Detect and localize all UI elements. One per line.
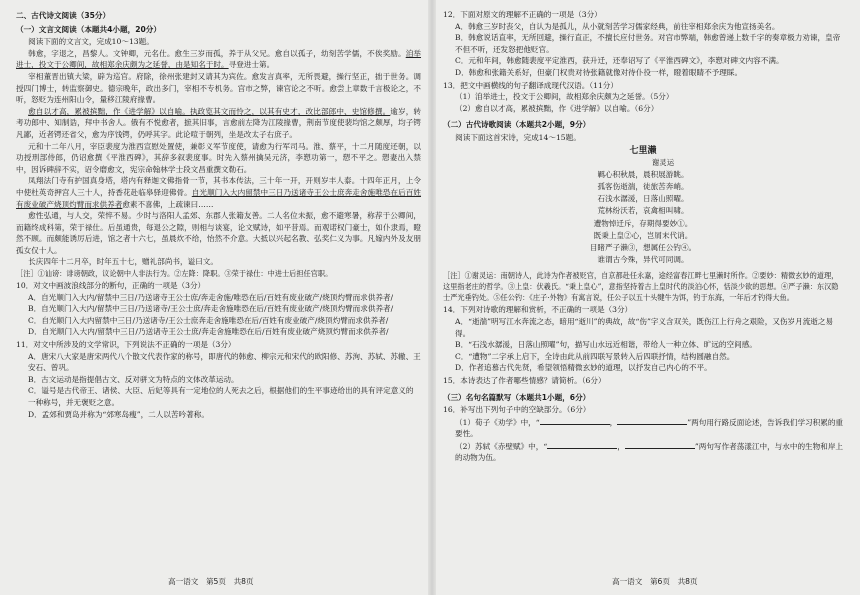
answer-blank[interactable] — [625, 440, 695, 449]
page-fold — [428, 0, 436, 595]
question-12: 12．下面对原文的理解不正确的一项是（3分） — [443, 10, 602, 19]
question-13: 13．把文中画横线的句子翻译成现代汉语。（11分） — [443, 80, 618, 90]
passage-paragraph: 凤翔法门寺有护国真身塔，塔内有释迦文佛指骨一节，其书本传法，三十年一开，开则岁丰人泰。十四年正月，上令中使杜英奇押宫人三十人，持香花赴临皋驿迎佛骨。自光顺门入大内留禁中三日乃送诸寺王公士庶奔走舍施唯恐在后百姓有废业破产烧顶灼臂而求供养者愈素不喜佛，上疏谏曰…… — [16, 176, 422, 209]
option: A．“逝湍”明写江水奔流之态，暗用“逝川”的典故，故“伤”字义含双关，既伤江上行舟之艰险，又伤岁月流逝之易得。 — [455, 316, 834, 338]
instruction: 阅读下面的文言文，完成10～13题。 — [28, 37, 154, 47]
poem-title: 七里濑 — [629, 145, 657, 156]
question-14: 14．下列对诗歌的理解和赏析，不正确的一项是（3分） — [443, 305, 633, 315]
option: A．韩愈三岁时丧父，自认为是孤儿，从小就刻苦学习儒家经典，前往宰相郑余庆为他宣扬美名。 — [455, 21, 780, 31]
left-page — [16, 8, 421, 420]
passage-paragraph: 韩愈，字退之，昌黎人。文钟卿，元名仕。愈生三岁而孤，养于从父兄。愈自以孤子，幼刻苦学儒，不俟奖励。洎举进士，投文于公卿间，故相郑余庆颇为之延誉，由是知名于时。寻登进士第。 — [16, 48, 422, 70]
passage-paragraph: 元和十二年八月，宰臣裴度为淮西宣慰处置使，兼彰义军节度使，请愈为行军司马。淮、蔡平，十二月随度还朝，以功授刑部侍郎，仍诏愈撰《平淮西碑》，其辞多叙裴度事。时先入蔡州擒吴元济，李愬功第一，愬不平之。愬妻出入禁中，因诉碑辞不实，诏令磨愈文，宪宗命翰林学士段文昌重撰文勒石。 — [16, 141, 421, 174]
answer-blank[interactable] — [617, 416, 687, 425]
poem — [443, 146, 843, 267]
fill-in-blank: （1）荀子《劝学》中，“ ， ”两句用行路反面论述，告诉我们学习积累的重要性。 — [455, 417, 844, 439]
footnote: ［注］①谢灵运：南朝诗人，此诗为作者被贬官，自京都赴任永嘉，途经富春江畔七里濑时所作。②要妙：精微玄妙的道理，这里指老庄的哲学。③上皇：伏羲氏。“秉上皇心”，意指坚持着古上皇时代的淡泊心怀，恬淡少欲的思想。④严子濑：东汉隐士严光垂钓处。⑤任公钓：《庄子·外物》有寓言说，任公子以五十头犍牛为饵，钓于东海，一年后才钓得大鱼。 — [443, 271, 839, 303]
option: C．元和年间，韩愈随裴度平定淮西，获升迁，还奉诏写了《平淮西碑文》，李愬对碑文内容不满。 — [455, 56, 784, 66]
underlined-sentence: 洎举进士，投文于公卿间，故相郑余庆颇为之延誉，由是知名于时。 — [16, 48, 422, 70]
question-16: 16．补写出下列句子中的空缺部分。（6分） — [443, 405, 591, 415]
poem-line: 谁谓古今殊，异代可同调。 — [597, 255, 689, 265]
sub-question: （2）愈自以才高，累被摈黜，作《进学解》以自喻。（6分） — [455, 103, 659, 113]
option: D．自光顺门入大内/留禁中三日/乃送诸寺王公士庶/奔走舍施唯恐在后/百姓有废业破产烧顶灼臂而求供养者/ — [28, 327, 389, 337]
option: C．自光顺门入大内留禁中三日/乃送诸寺/王公士庶奔走舍施唯恐在后/百姓有废业破产/烧顶灼臂而求供养者/ — [28, 315, 389, 325]
poem-line: 遭物悼迁斥，存期得要妙①。 — [593, 218, 693, 228]
passage-paragraph: 愈性弘通，与人交，荣悴不易。少时与洛阳人孟郊、东郡人张籍友善。二人名位未振，愈不避寒暑，称荐于公卿间，而籍终成科第，荣于禄仕。后虽通贵，每退公之隙，则相与谈宴，论文赋诗，如平昔焉。而观诺权门豪士，如仆隶焉，瞪然不顾。而颇能诱厉后进，馆之者十六七，虽晨炊不给，怡然不介意。大抵以兴起名教、弘奖仁义为事。凡嫁内外及友朋孤女仅十人。 — [16, 211, 421, 255]
answer-blank[interactable] — [540, 416, 610, 425]
answer-blank[interactable] — [547, 440, 617, 449]
poem-author: 谢灵运 — [651, 158, 675, 168]
option: C．“遭物”二字承上启下，全诗由此从前四联写景转入后四联抒情，结构圆融自然。 — [455, 351, 735, 361]
poem-line: 既秉上皇②心，岂屑末代诮。 — [593, 230, 693, 240]
wavy-underline-sentence: 自光顺门入大内留禁中三日乃送诸寺王公士庶奔走舍施唯恐在后百姓有废业破产烧顶灼臂而求供养者 — [16, 187, 422, 209]
option: B．韩愈说话直率，无所回避，操行直正，不擅长应付世务。对宫市弊端，韩愈曾递上数千字的奏章极力劝谏，皇帝不但不听，还发怒把他贬官。 — [455, 33, 841, 54]
option: D．作者追慕古代先贤，希望领悟精微玄妙的道理，以抒发自己内心的不平。 — [455, 363, 712, 373]
page-footer: 高一语文 第5页 共8页 — [168, 577, 254, 586]
question-15: 15．本诗表达了作者哪些情感？请简析。（6分） — [443, 375, 606, 385]
right-page — [443, 8, 843, 464]
subsection-heading: （二）古代诗歌阅读（本题共2小题，9分） — [443, 120, 591, 130]
subsection-heading: （三）名句名篇默写（本题共1小题，6分） — [443, 392, 591, 402]
option: A．自光顺门入大内/留禁中三日/乃送诸寺王公士庶/奔走舍施/唯恐在后/百姓有废业破产/烧顶灼臂而求供养者/ — [28, 292, 394, 302]
poem-line: 孤客伤逝湍，徒旅苦奔峭。 — [597, 181, 689, 191]
poem-line: 目睹严子濑③，想属任公钓④。 — [589, 242, 697, 252]
section-heading: 二、古代诗文阅读（35分） — [16, 11, 111, 20]
option: D．韩愈和张籍关系好，但豪门权贵对待张籍就像对待仆役一样，瞪着眼睛不予理睬。 — [455, 67, 743, 77]
question-10: 10．对文中画波浪线部分的断句，正确的一项是（3分） — [16, 281, 206, 291]
passage-paragraph: 宰相董晋出镇大梁，辟为巡官。府除，徐州张建封又请其为宾佐。愈发言真率，无所畏避，操行坚正，拙于世务。调授四门博士，转监察御史。德宗晚年，政出多门，宰相不专机务。宫市之弊，谏官论之不听。愈尝上章数千言极论之，不听，怒贬为连州阳山令，量移江陵府掾曹。 — [16, 71, 421, 105]
option: B．自光顺门入大内/留禁中三日/乃送诸寺/王公士庶/奔走舍施唯恐在后/百姓有废业破产/烧顶灼臂而求供养者/ — [28, 304, 394, 314]
footnote: ［注］①讪谤：诽谤朝政，议论朝中人非法行为。②左降：降职。③荣于禄仕：中进士后担任官职。 — [16, 269, 333, 279]
fill-in-blank: （2）苏轼《赤壁赋》中，“ ， ”两句写作者荡漾江中，与水中的生物和岸上的动物为伍。 — [455, 441, 844, 463]
option: C．谥号是古代帝王、诸侯、大臣、后妃等具有一定地位的人死去之后，根据他们的生平事迹给出的具有评定意义的一种称号，并无褒贬之意。 — [28, 386, 414, 407]
question-11: 11．对文中所涉及的文学常识，下列说法不正确的一项是（3分） — [16, 340, 236, 350]
instruction: 阅读下面这首宋诗，完成14～15题。 — [455, 132, 581, 142]
passage-paragraph: 长庆四年十二月卒，时年五十七，赠礼部尚书，谥曰文。 — [28, 257, 218, 267]
sub-question: （1）洎举进士，投文于公卿间，故相郑余庆颇为之延誉。（5分） — [455, 92, 674, 102]
option: A．唐宋八大家是唐宋两代八个散文代表作家的称号，即唐代的韩愈、柳宗元和宋代的欧阳修、苏洵、苏轼、苏辙、王安石、曾巩。 — [28, 351, 421, 373]
option: D．孟郊和贾岛并称为“郊寒岛瘦”，二人以苦吟著称。 — [28, 409, 209, 419]
poem-line: 羁心积秋晨，晨积展游眺。 — [597, 169, 689, 179]
poem-line: 石浅水潺湲，日落山照曜。 — [597, 194, 689, 204]
underlined-sentence: 愈自以才高，累被摈黜，作《进学解》以自喻。执政览其文而怜之，以其有史才，改比部郎中、史馆修撰。 — [28, 106, 391, 116]
passage-paragraph: 愈自以才高，累被摈黜，作《进学解》以自喻。执政览其文而怜之，以其有史才，改比部郎中、史馆修撰。逾岁，转考功郎中、知制诰，拜中书舍人。俄有不悦愈者，摭其旧事，言愈前左降为江陵掾曹，荆南节度使裴均馆之颇厚，均子锷凡鄙，近者锷还省父，愈为序饯锷，仍呼其字。此论喧于朝列，坐是改太子右庶子。 — [16, 106, 422, 139]
option: B．古文运动是指提倡古文、反对骈文为特点的文体改革运动。 — [28, 374, 239, 384]
option: B．“石浅水潺湲，日落山照曜”句，描写山水远近相谐，带给人一种立体、旷远的空间感。 — [455, 340, 757, 350]
page-footer: 高一语文 第6页 共8页 — [612, 577, 698, 586]
subsection-heading: （一）文言文阅读（本题共4小题，20分） — [16, 24, 161, 34]
poem-line: 荒林纷沃若，哀禽相叫啸。 — [597, 206, 689, 216]
